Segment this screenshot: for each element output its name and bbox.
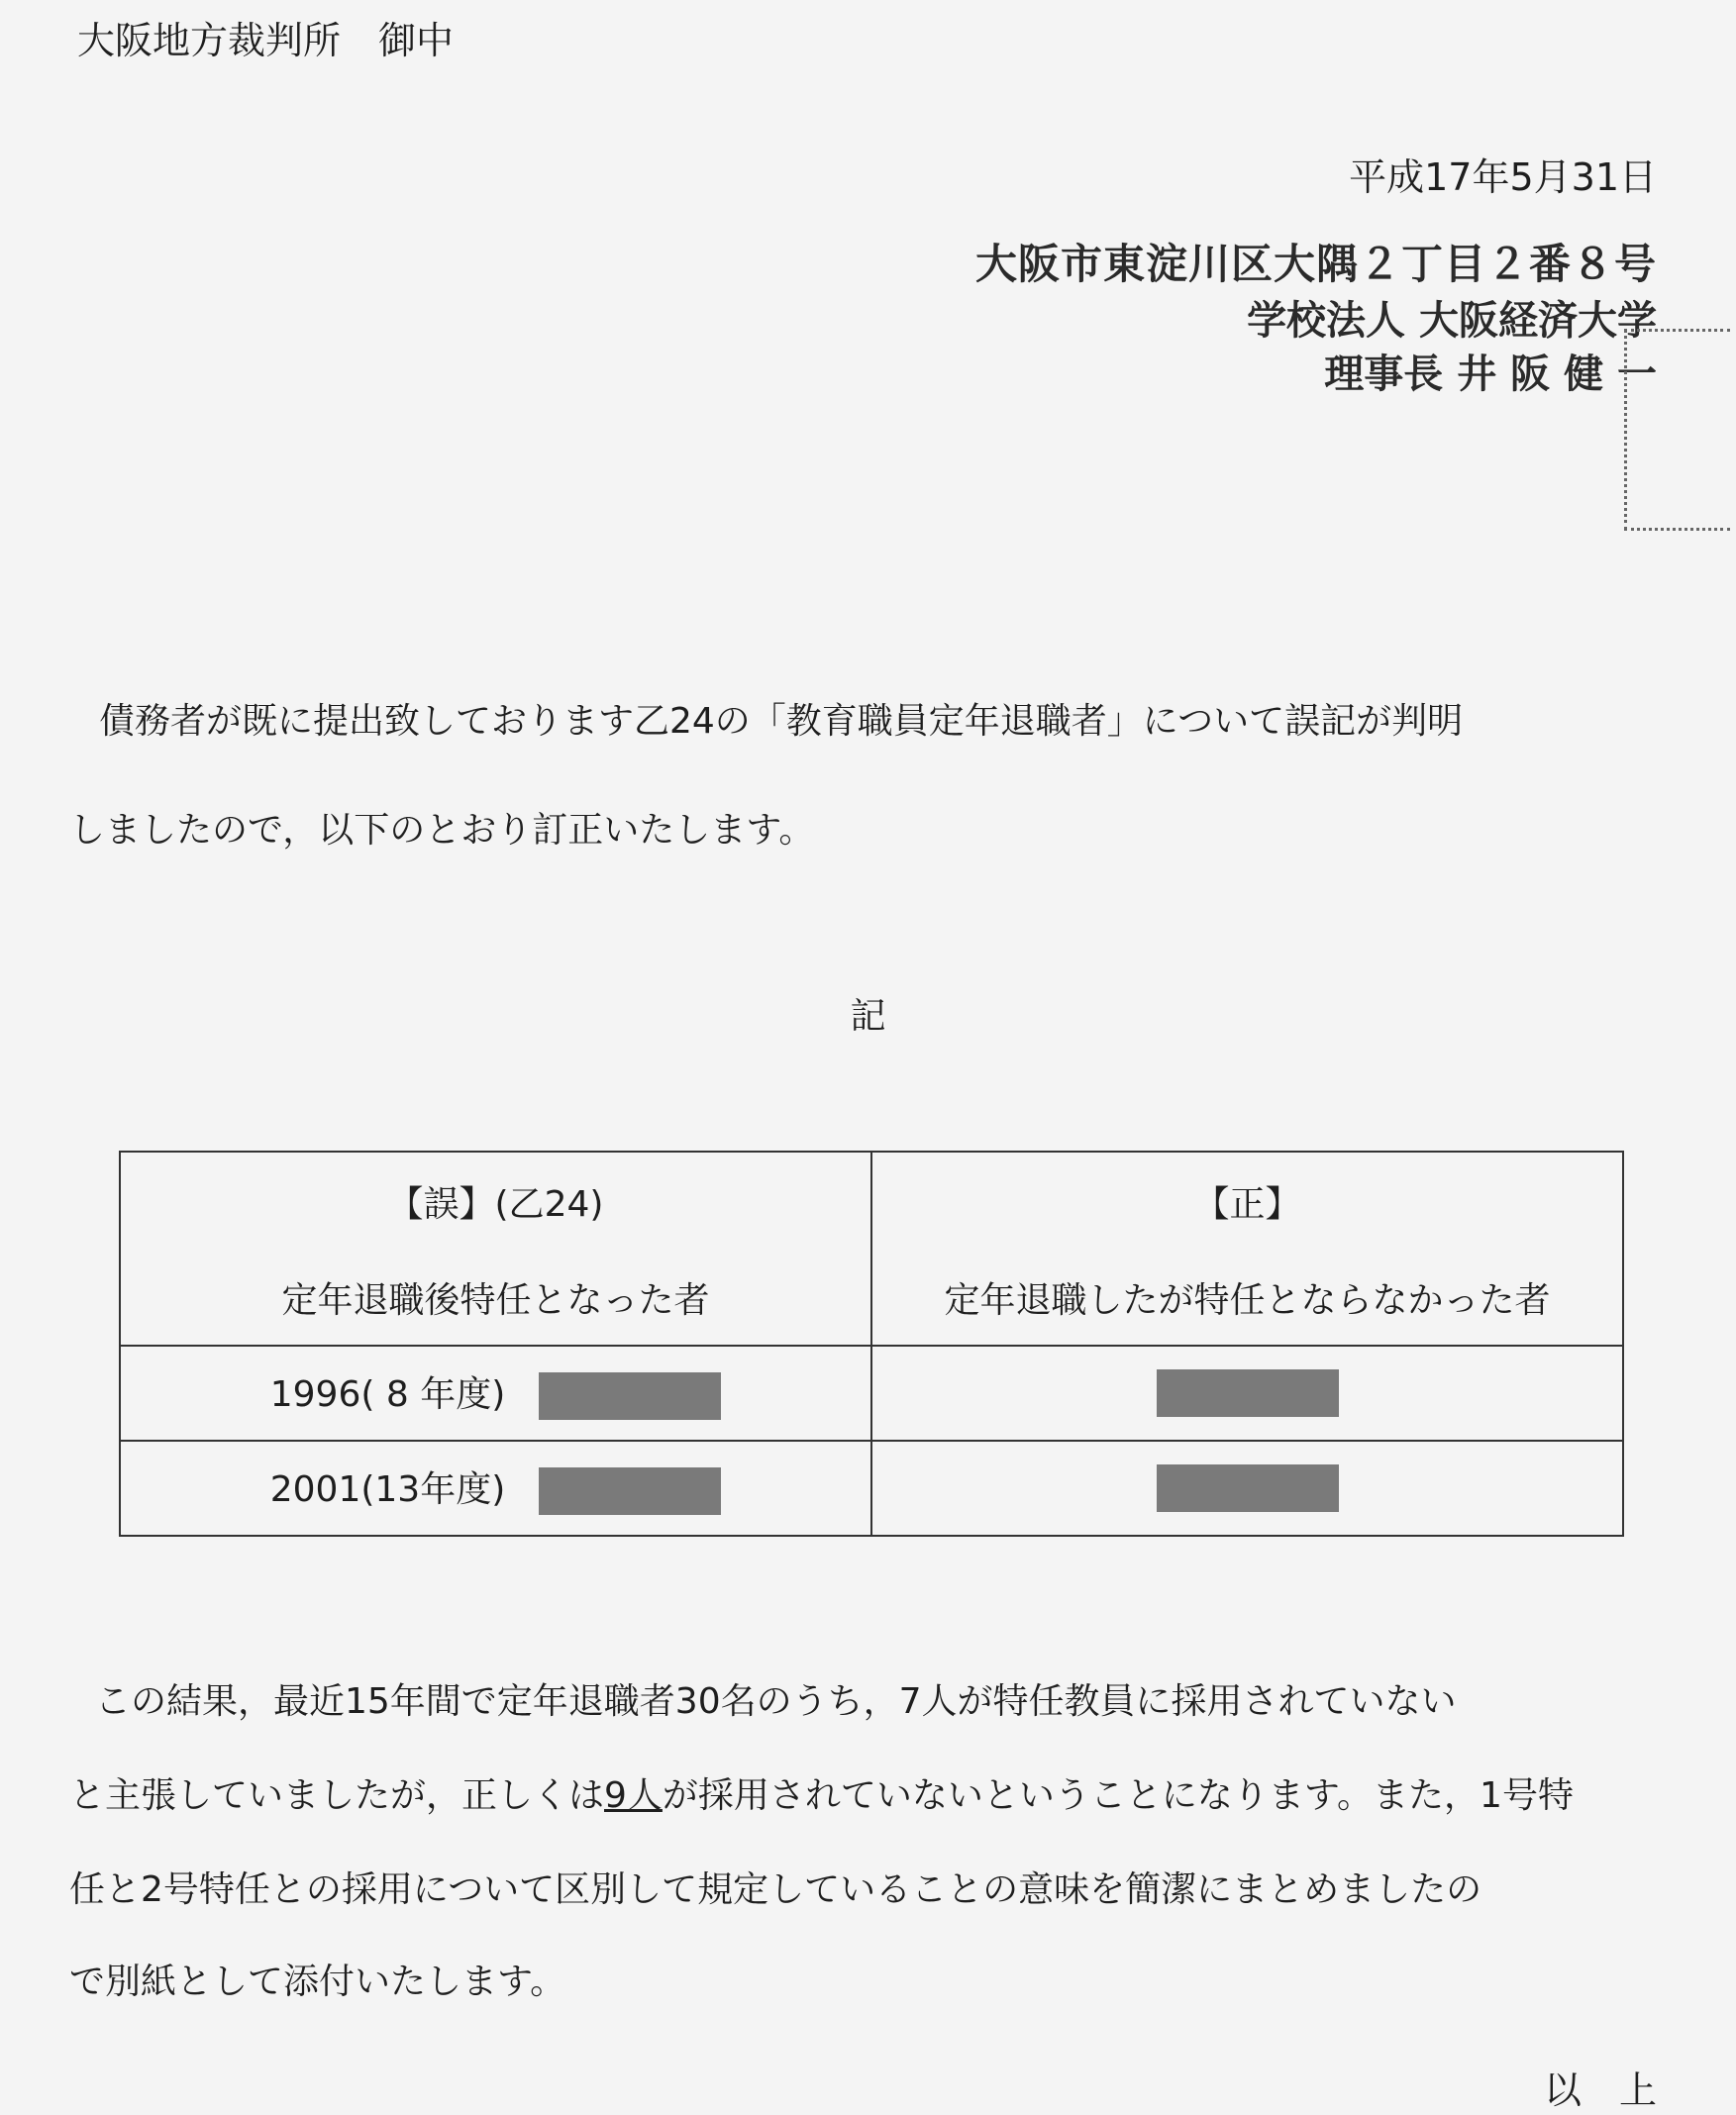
wrong-cell [120, 1346, 871, 1441]
sender-address: 大阪市東淀川区大隅２丁目２番８号 [974, 240, 1657, 288]
correct-subheader: 定年退職したが特任とならなかった者 [871, 1250, 1623, 1346]
table-row [120, 1441, 1623, 1536]
result-line-2-pre: と主張していましたが，正しくは [69, 1775, 605, 1816]
result-line-4: で別紙として添付いたします。 [69, 1962, 566, 2002]
result-line-1: この結果，最近15年間で定年退職者30名のうち，7人が特任教員に採用されていない [95, 1681, 1457, 1722]
redaction-block [1157, 1369, 1339, 1417]
result-line-2-post: が採用されていないということになります。また，1号特 [662, 1775, 1574, 1816]
table-row [120, 1346, 1623, 1441]
redaction-block [539, 1372, 721, 1420]
year-label: 1996( 8 年度) [269, 1374, 506, 1415]
wrong-header: 【誤】(乙24) [120, 1152, 871, 1250]
document-date: 平成17年5月31日 [1349, 155, 1657, 199]
intro-line-1: 債務者が既に提出致しております乙24の「教育職員定年退職者」について誤記が判明 [99, 701, 1464, 742]
result-line-2 [69, 1767, 1669, 1818]
redaction-block [1157, 1464, 1339, 1512]
wrong-cell [120, 1441, 871, 1536]
result-line-3: 任と2号特任との採用について区別して規定していることの意味を簡潔にまとめましたの [69, 1869, 1482, 1910]
correction-table [119, 1151, 1624, 1537]
year-label: 2001(13年度) [269, 1469, 506, 1510]
closing: 以 上 [1543, 2068, 1657, 2112]
seal-stamp [1624, 329, 1730, 531]
wrong-subheader: 定年退職後特任となった者 [120, 1250, 871, 1346]
correct-cell [871, 1346, 1623, 1441]
addressee: 大阪地方裁判所 御中 [77, 19, 455, 62]
ki-heading: 記 [850, 996, 886, 1037]
sender-representative: 理事長 井 阪 健 一 [1324, 351, 1657, 397]
intro-line-2: しましたので，以下のとおり訂正いたします。 [69, 810, 815, 851]
sender-school: 学校法人 大阪経済大学 [1247, 297, 1657, 344]
correct-header: 【正】 [871, 1152, 1623, 1250]
emphasized-count: 9人 [604, 1775, 663, 1816]
redaction-block [539, 1467, 721, 1515]
correct-cell [871, 1441, 1623, 1536]
